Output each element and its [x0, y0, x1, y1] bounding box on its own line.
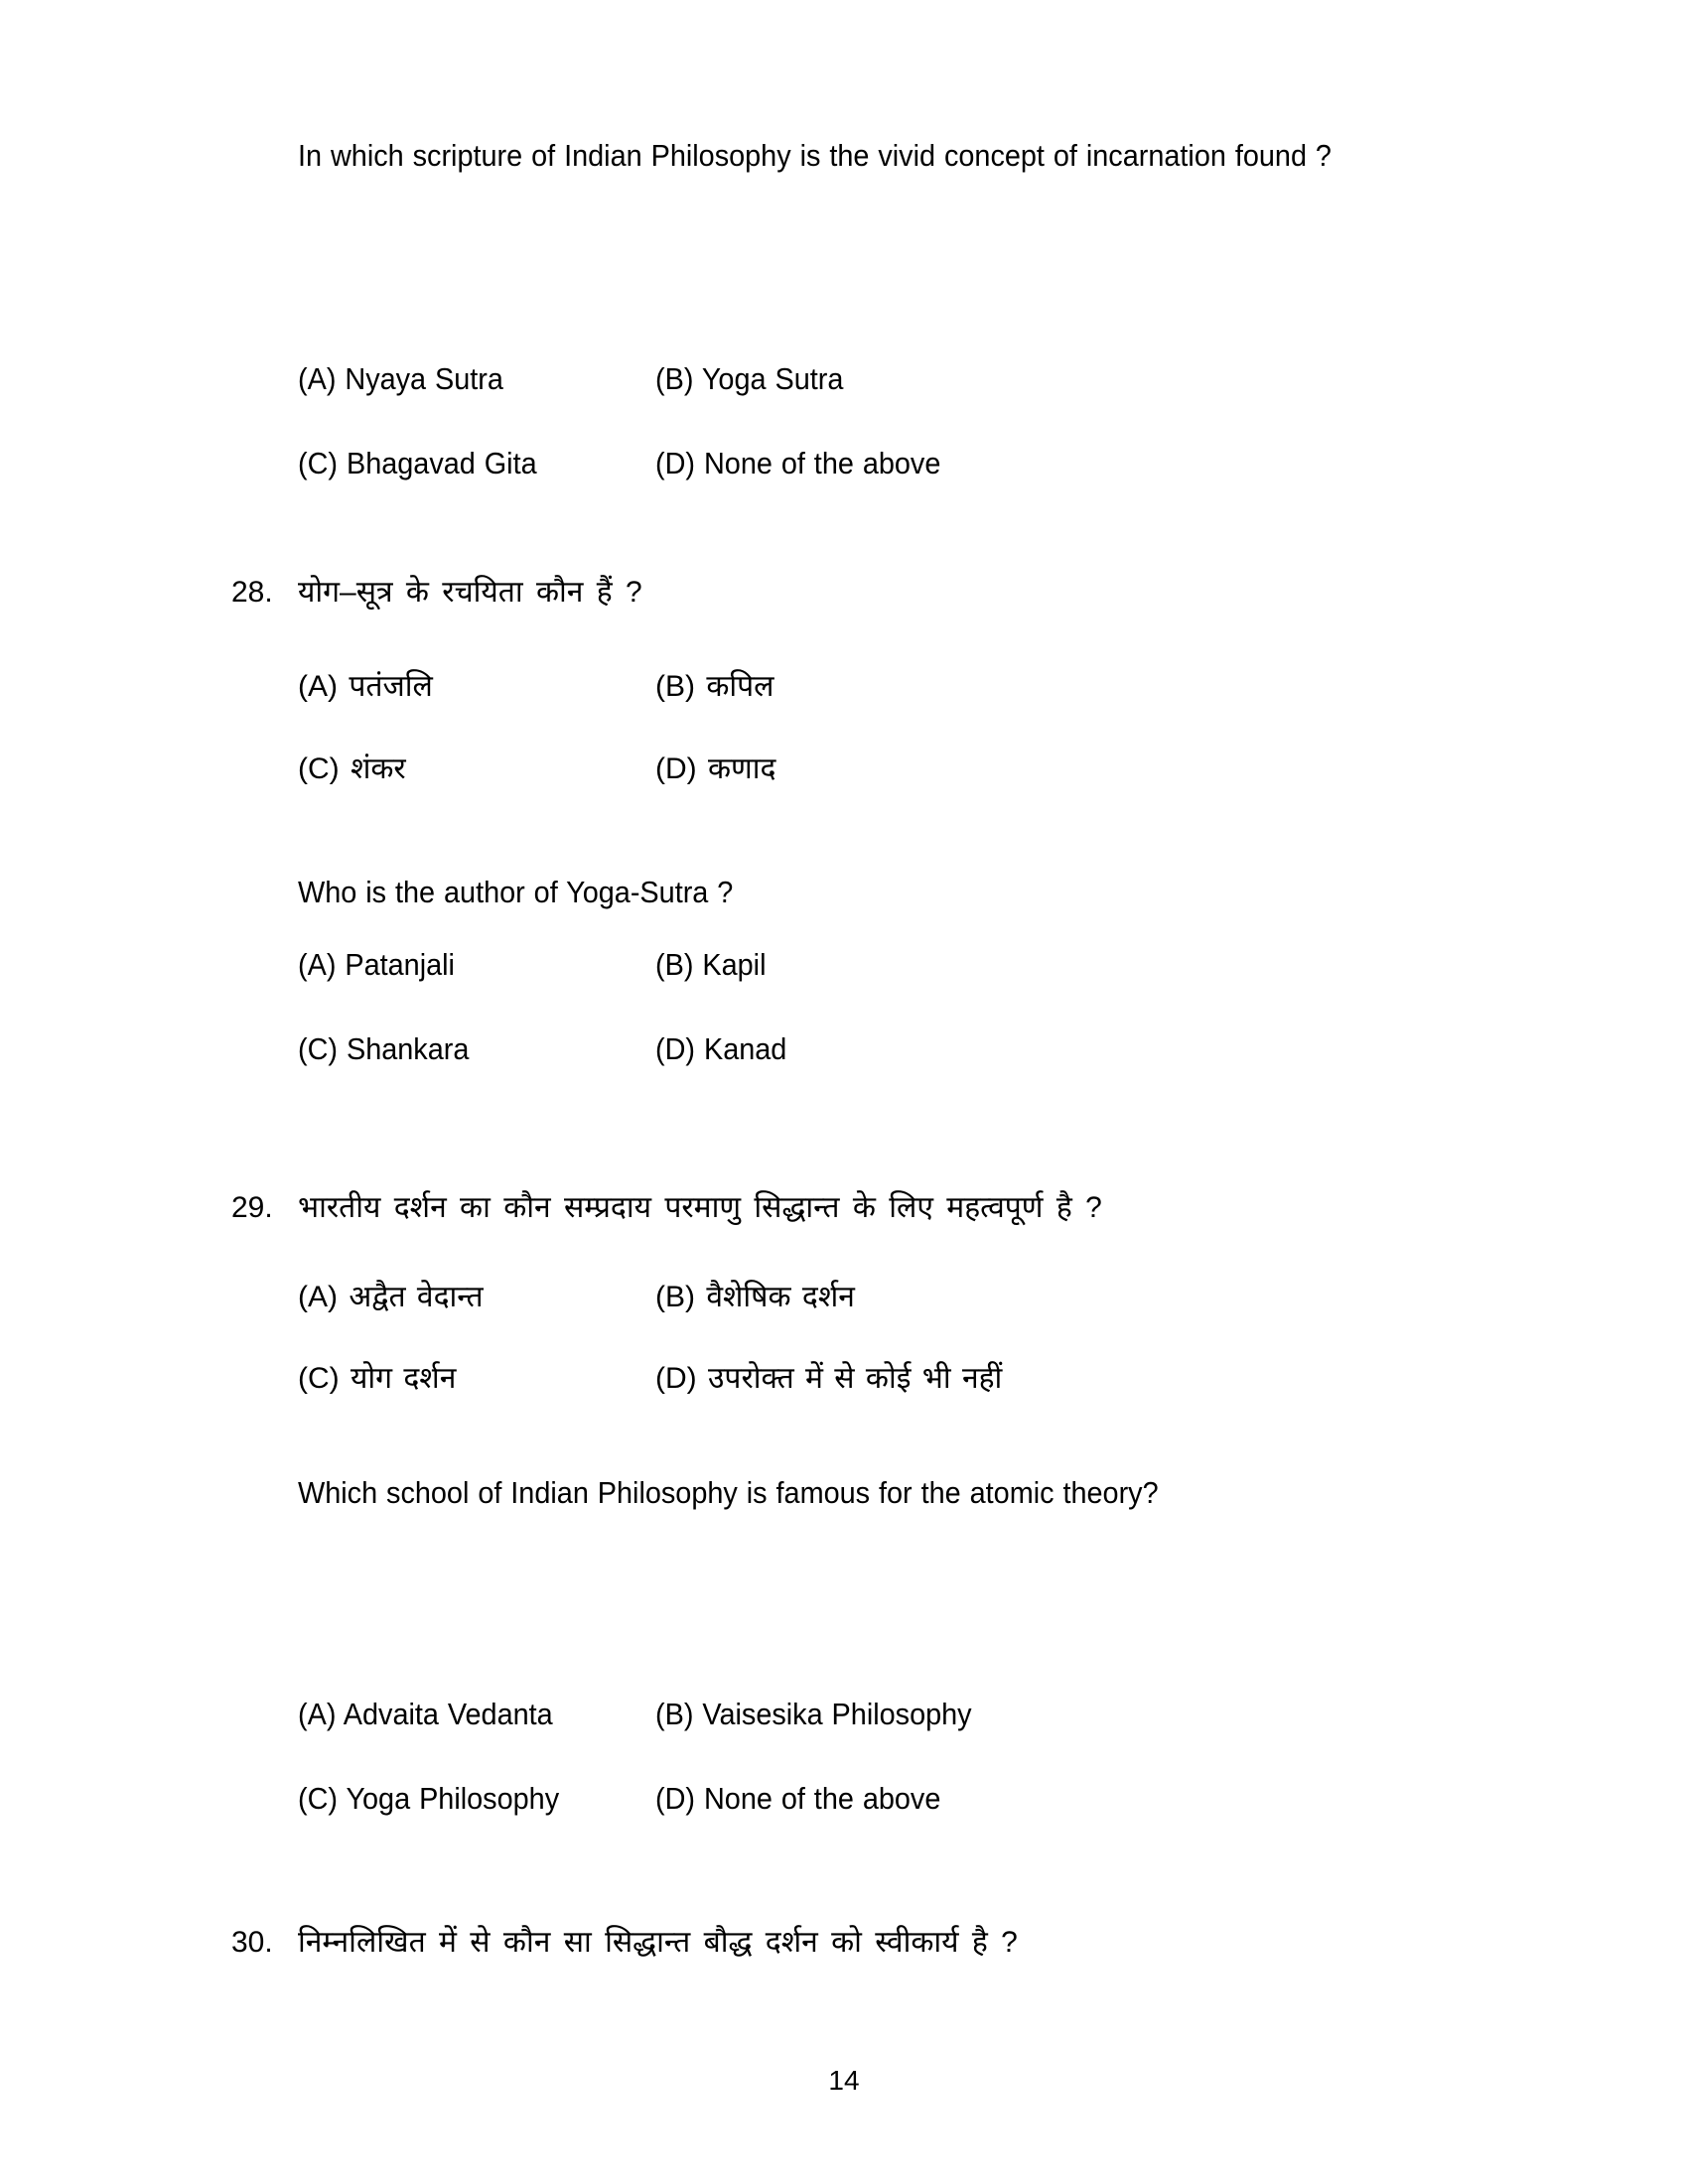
question-block-30-hi — [213, 1916, 1470, 1970]
question-block-28-en — [213, 854, 1375, 931]
option-b-label: (B) कपिल — [655, 670, 774, 703]
option-b[interactable] — [655, 352, 1375, 406]
question-text: भारतीय दर्शन का कौन सम्प्रदाय परमाणु सिद्धान्त के लिए महत्वपूर्ण है ? — [298, 1191, 1102, 1224]
question-body — [298, 854, 1375, 931]
option-c-label: (C) शंकर — [298, 752, 406, 785]
question-body — [298, 1454, 1375, 1532]
question-text: In which scripture of Indian Philosophy is the vivid concept of incarnation found ? — [298, 138, 1332, 173]
options-row-28-hi-cd — [213, 743, 1375, 796]
option-c-label: (C) Bhagavad Gita — [298, 446, 537, 480]
option-c-label: (C) योग दर्शन — [298, 1362, 457, 1395]
option-d[interactable] — [655, 437, 1375, 490]
option-b[interactable] — [655, 938, 1375, 992]
option-a-label: (A) अद्वैत वेदान्त — [298, 1281, 484, 1313]
option-d-label: (D) Kanad — [655, 1031, 787, 1066]
options-row-28-en-cd — [213, 1023, 1375, 1076]
option-b-label: (B) Yoga Sutra — [655, 361, 844, 396]
option-c[interactable] — [298, 1023, 655, 1076]
option-c[interactable] — [298, 1772, 655, 1826]
option-b[interactable] — [655, 1271, 1375, 1324]
question-body — [298, 117, 1375, 195]
question-body — [298, 1916, 1470, 1970]
question-number-30: 30. — [231, 1926, 273, 1959]
option-c[interactable] — [298, 437, 655, 490]
option-d[interactable] — [655, 743, 1375, 796]
option-a[interactable] — [298, 938, 655, 992]
option-row — [298, 660, 1375, 714]
question-number-29: 29. — [231, 1191, 273, 1224]
option-row — [298, 1271, 1375, 1324]
option-row — [298, 1688, 1375, 1741]
option-row — [298, 1352, 1375, 1406]
options-row-27-en-ab — [213, 352, 1375, 406]
options-row-28-en-ab — [213, 938, 1375, 992]
option-row — [298, 938, 1375, 992]
option-a-label: (A) पतंजलि — [298, 670, 433, 703]
question-block-29-hi — [213, 1181, 1470, 1235]
option-row — [298, 743, 1375, 796]
question-block-28-hi — [213, 566, 1375, 619]
option-d-label: (D) None of the above — [655, 1781, 941, 1816]
option-b[interactable] — [655, 660, 1375, 714]
option-row — [298, 352, 1375, 406]
option-b-label: (B) वैशेषिक दर्शन — [655, 1281, 855, 1313]
option-d-label: (D) उपरोक्त में से कोई भी नहीं — [655, 1362, 1003, 1395]
question-text: Which school of Indian Philosophy is famous for the atomic theory? — [298, 1475, 1159, 1510]
options-row-28-hi-ab — [213, 660, 1375, 714]
option-a[interactable] — [298, 660, 655, 714]
option-c[interactable] — [298, 743, 655, 796]
option-a-label: (A) Advaita Vedanta — [298, 1697, 553, 1731]
option-a-label: (A) Patanjali — [298, 947, 455, 982]
question-text: Who is the author of Yoga-Sutra ? — [298, 875, 734, 909]
options-row-29-en-ab — [213, 1688, 1375, 1741]
option-c-label: (C) Shankara — [298, 1031, 470, 1066]
option-c-label: (C) Yoga Philosophy — [298, 1781, 560, 1816]
option-c[interactable] — [298, 1352, 655, 1406]
question-body — [298, 1181, 1470, 1235]
options-row-29-en-cd — [213, 1772, 1375, 1826]
options-row-27-en-cd — [213, 437, 1375, 490]
question-number-28: 28. — [231, 576, 273, 609]
question-block-27-en — [213, 117, 1375, 195]
option-d[interactable] — [655, 1772, 1375, 1826]
page-number: 14 — [828, 2065, 860, 2096]
options-row-29-hi-cd — [213, 1352, 1375, 1406]
question-text: निम्नलिखित में से कौन सा सिद्धान्त बौद्ध दर्शन को स्वीकार्य है ? — [298, 1926, 1018, 1959]
question-block-29-en — [213, 1454, 1375, 1532]
option-d[interactable] — [655, 1352, 1375, 1406]
option-d-label: (D) कणाद — [655, 752, 776, 785]
option-b[interactable] — [655, 1688, 1375, 1741]
option-d[interactable] — [655, 1023, 1375, 1076]
option-b-label: (B) Vaisesika Philosophy — [655, 1697, 972, 1731]
option-row — [298, 1772, 1375, 1826]
option-a[interactable] — [298, 1271, 655, 1324]
option-row — [298, 1023, 1375, 1076]
question-text: योग–सूत्र के रचयिता कौन हैं ? — [298, 576, 642, 609]
option-d-label: (D) None of the above — [655, 446, 941, 480]
options-row-29-hi-ab — [213, 1271, 1375, 1324]
option-a-label: (A) Nyaya Sutra — [298, 361, 503, 396]
option-row — [298, 437, 1375, 490]
option-a[interactable] — [298, 1688, 655, 1741]
option-b-label: (B) Kapil — [655, 947, 767, 982]
question-body — [298, 566, 1375, 619]
option-a[interactable] — [298, 352, 655, 406]
